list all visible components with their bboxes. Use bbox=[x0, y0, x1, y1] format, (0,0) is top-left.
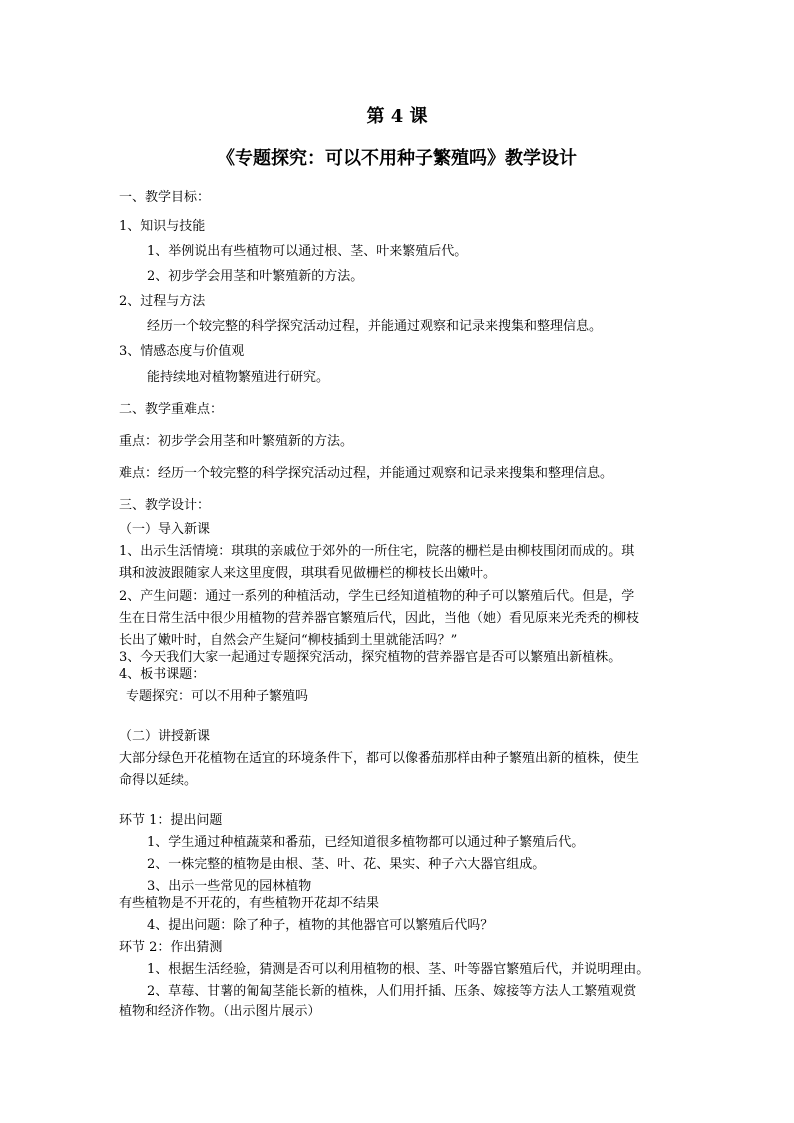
paragraph: 植物和经济作物。（出示图片展示） bbox=[119, 1004, 321, 1019]
subsection-heading: 1、知识与技能 bbox=[119, 219, 206, 234]
paragraph: 经历一个较完整的科学探究活动过程，并能通过观察和记录来搜集和整理信息。 bbox=[147, 319, 603, 334]
page-title: 《专题探究：可以不用种子繁殖吗》教学设计 bbox=[217, 148, 577, 169]
paragraph: 能持续地对植物繁殖进行研究。 bbox=[147, 370, 330, 385]
subsection-heading: （一）导入新课 bbox=[119, 522, 211, 537]
paragraph: 大部分绿色开花植物在适宜的环境条件下，都可以像番茄那样由种子繁殖出新的植株，使生 bbox=[119, 751, 640, 766]
section-heading-design: 三、教学设计： bbox=[119, 498, 211, 513]
list-item: 2、初步学会用茎和叶繁殖新的方法。 bbox=[147, 269, 364, 284]
paragraph: 琪和波波跟随家人来这里度假，琪琪看见做栅栏的柳枝长出嫩叶。 bbox=[119, 566, 497, 581]
subsection-heading: 环节 1：提出问题 bbox=[119, 813, 223, 828]
paragraph: 难点：经历一个较完整的科学探究活动过程，并能通过观察和记录来搜集和整理信息。 bbox=[119, 466, 614, 481]
list-item: 2、一株完整的植物是由根、茎、叶、花、果实、种子六大器官组成。 bbox=[147, 857, 546, 872]
paragraph: 1、出示生活情境：琪琪的亲戚位于郊外的一所住宅，院落的栅栏是由柳枝围闭而成的。琪 bbox=[119, 544, 635, 559]
list-item: 3、出示一些常见的园林植物 bbox=[147, 879, 312, 894]
paragraph: 4、板书课题： bbox=[119, 667, 206, 682]
paragraph: 专题探究：可以不用种子繁殖吗 bbox=[126, 689, 309, 704]
section-heading-objectives: 一、教学目标： bbox=[119, 190, 211, 205]
section-heading-key-points: 二、教学重难点： bbox=[119, 402, 224, 417]
list-item: 2、草莓、甘薯的匍匐茎能长新的植株，人们用扦插、压条、嫁接等方法人工繁殖观赏 bbox=[147, 984, 637, 999]
paragraph: 命得以延续。 bbox=[119, 773, 198, 788]
list-item: 1、根据生活经验，猜测是否可以利用植物的根、茎、叶等器官繁殖后代，并说明理由。 bbox=[147, 962, 650, 977]
paragraph: 生在日常生活中很少用植物的营养器官繁殖后代，因此，当他（她）看见原来光秃秃的柳枝 bbox=[119, 611, 640, 626]
subsection-heading: 2、过程与方法 bbox=[119, 294, 206, 309]
lesson-title: 第 4 课 bbox=[366, 106, 428, 127]
subsection-heading: （二）讲授新课 bbox=[119, 729, 211, 744]
paragraph: 有些植物是不开花的，有些植物开花却不结果 bbox=[119, 896, 380, 911]
subsection-heading: 3、情感态度与价值观 bbox=[119, 344, 245, 359]
list-item: 4、提出问题：除了种子，植物的其他器官可以繁殖后代吗？ bbox=[147, 918, 494, 933]
list-item: 1、举例说出有些植物可以通过根、茎、叶来繁殖后代。 bbox=[147, 244, 468, 259]
paragraph: 长出了嫩叶时，自然会产生疑问“柳枝插到土里就能活吗？” bbox=[119, 633, 458, 648]
paragraph: 2、产生问题：通过一系列的种植活动，学生已经知道植物的种子可以繁殖后代。但是，学 bbox=[119, 589, 635, 604]
paragraph: 重点：初步学会用茎和叶繁殖新的方法。 bbox=[119, 434, 354, 449]
paragraph: 3、今天我们大家一起通过专题探究活动，探究植物的营养器官是否可以繁殖出新植株。 bbox=[119, 650, 622, 665]
subsection-heading: 环节 2：作出猜测 bbox=[119, 940, 223, 955]
list-item: 1、学生通过种植蔬菜和番茄，已经知道很多植物都可以通过种子繁殖后代。 bbox=[147, 835, 585, 850]
